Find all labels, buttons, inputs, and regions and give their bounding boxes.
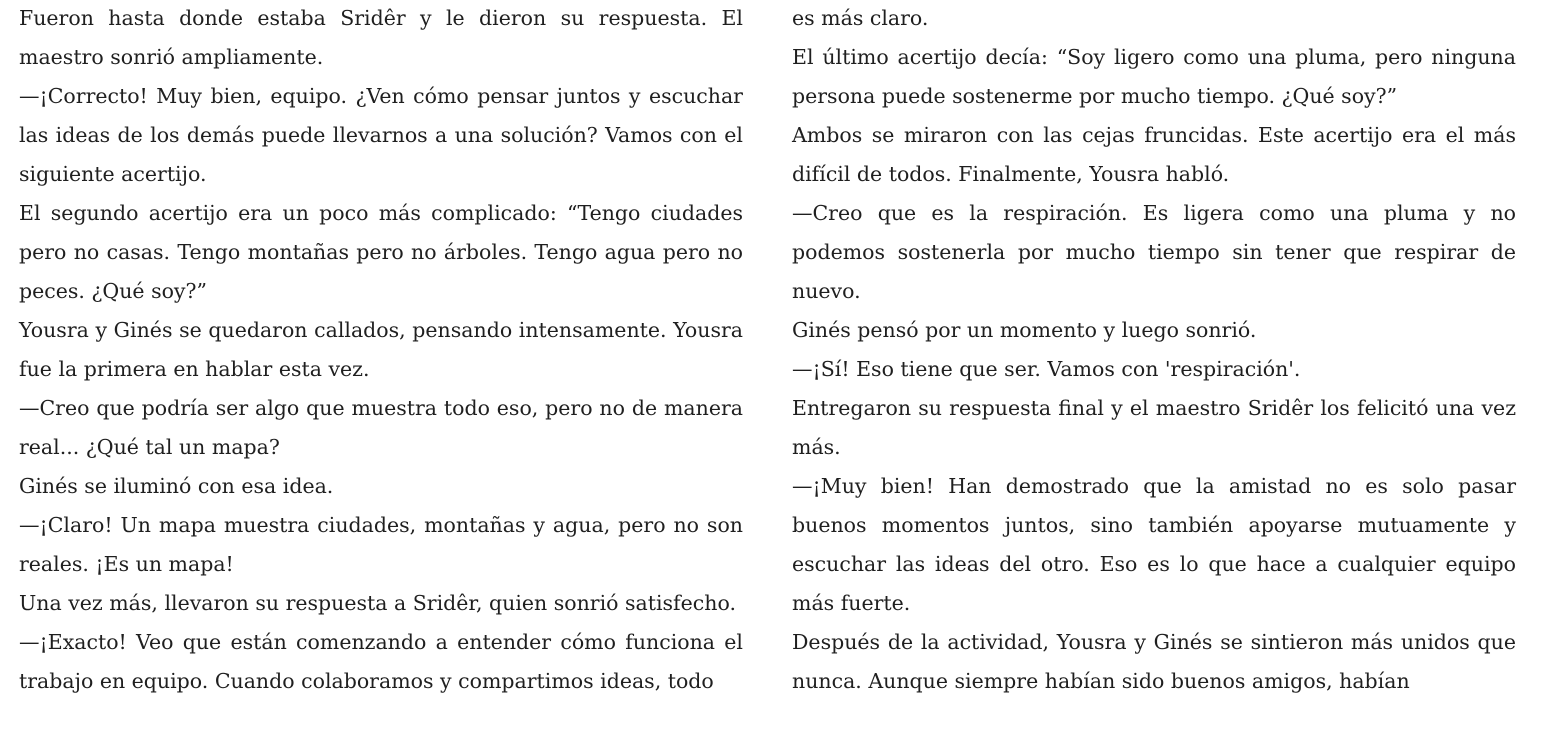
paragraph: —¡Exacto! Veo que están comenzando a entender cómo funciona el trabajo en equipo. Cuando colaboramos y compartimos ideas, todo xyxy=(19,630,743,693)
paragraph: —¡Claro! Un mapa muestra ciudades, montañas y agua, pero no son reales. ¡Es un mapa! xyxy=(19,513,743,576)
paragraph: Yousra y Ginés se quedaron callados, pensando intensamente. Yousra fue la primera en hablar esta vez. xyxy=(19,318,743,381)
right-text-column xyxy=(792,0,1516,701)
paragraph: es más claro. xyxy=(792,6,929,30)
paragraph: Una vez más, llevaron su respuesta a Sridêr, quien sonrió satisfecho. xyxy=(19,591,736,615)
paragraph: Ginés se iluminó con esa idea. xyxy=(19,474,334,498)
paragraph: —Creo que es la respiración. Es ligera como una pluma y no podemos sostenerla por mucho tiempo sin tener que respirar de nuevo. xyxy=(792,201,1516,303)
paragraph: —¡Muy bien! Han demostrado que la amistad no es solo pasar buenos momentos juntos, sino también apoyarse mutuamente y escuchar las ideas del otro. Eso es lo que hace a cualquier equipo más fuerte. xyxy=(792,474,1516,615)
paragraph: El último acertijo decía: “Soy ligero como una pluma, pero ninguna persona puede sostenerme por mucho tiempo. ¿Qué soy?” xyxy=(792,45,1516,108)
paragraph: Fueron hasta donde estaba Sridêr y le dieron su respuesta. El maestro sonrió ampliamente. xyxy=(19,6,743,69)
left-text-column xyxy=(19,0,743,701)
paragraph: —Creo que podría ser algo que muestra todo eso, pero no de manera real... ¿Qué tal un mapa? xyxy=(19,396,743,459)
paragraph: Ambos se miraron con las cejas fruncidas. Este acertijo era el más difícil de todos. Finalmente, Yousra habló. xyxy=(792,123,1516,186)
paragraph: —¡Correcto! Muy bien, equipo. ¿Ven cómo pensar juntos y escuchar las ideas de los demás puede llevarnos a una solución? Vamos con el siguiente acertijo. xyxy=(19,84,743,186)
paragraph: Entregaron su respuesta final y el maestro Sridêr los felicitó una vez más. xyxy=(792,396,1516,459)
paragraph: Después de la actividad, Yousra y Ginés se sintieron más unidos que nunca. Aunque siempre habían sido buenos amigos, habían xyxy=(792,630,1516,693)
paragraph: —¡Sí! Eso tiene que ser. Vamos con 'respiración'. xyxy=(792,357,1301,381)
paragraph: Ginés pensó por un momento y luego sonrió. xyxy=(792,318,1257,342)
paragraph: El segundo acertijo era un poco más complicado: “Tengo ciudades pero no casas. Tengo montañas pero no árboles. Tengo agua pero no peces. ¿Qué soy?” xyxy=(19,201,743,303)
